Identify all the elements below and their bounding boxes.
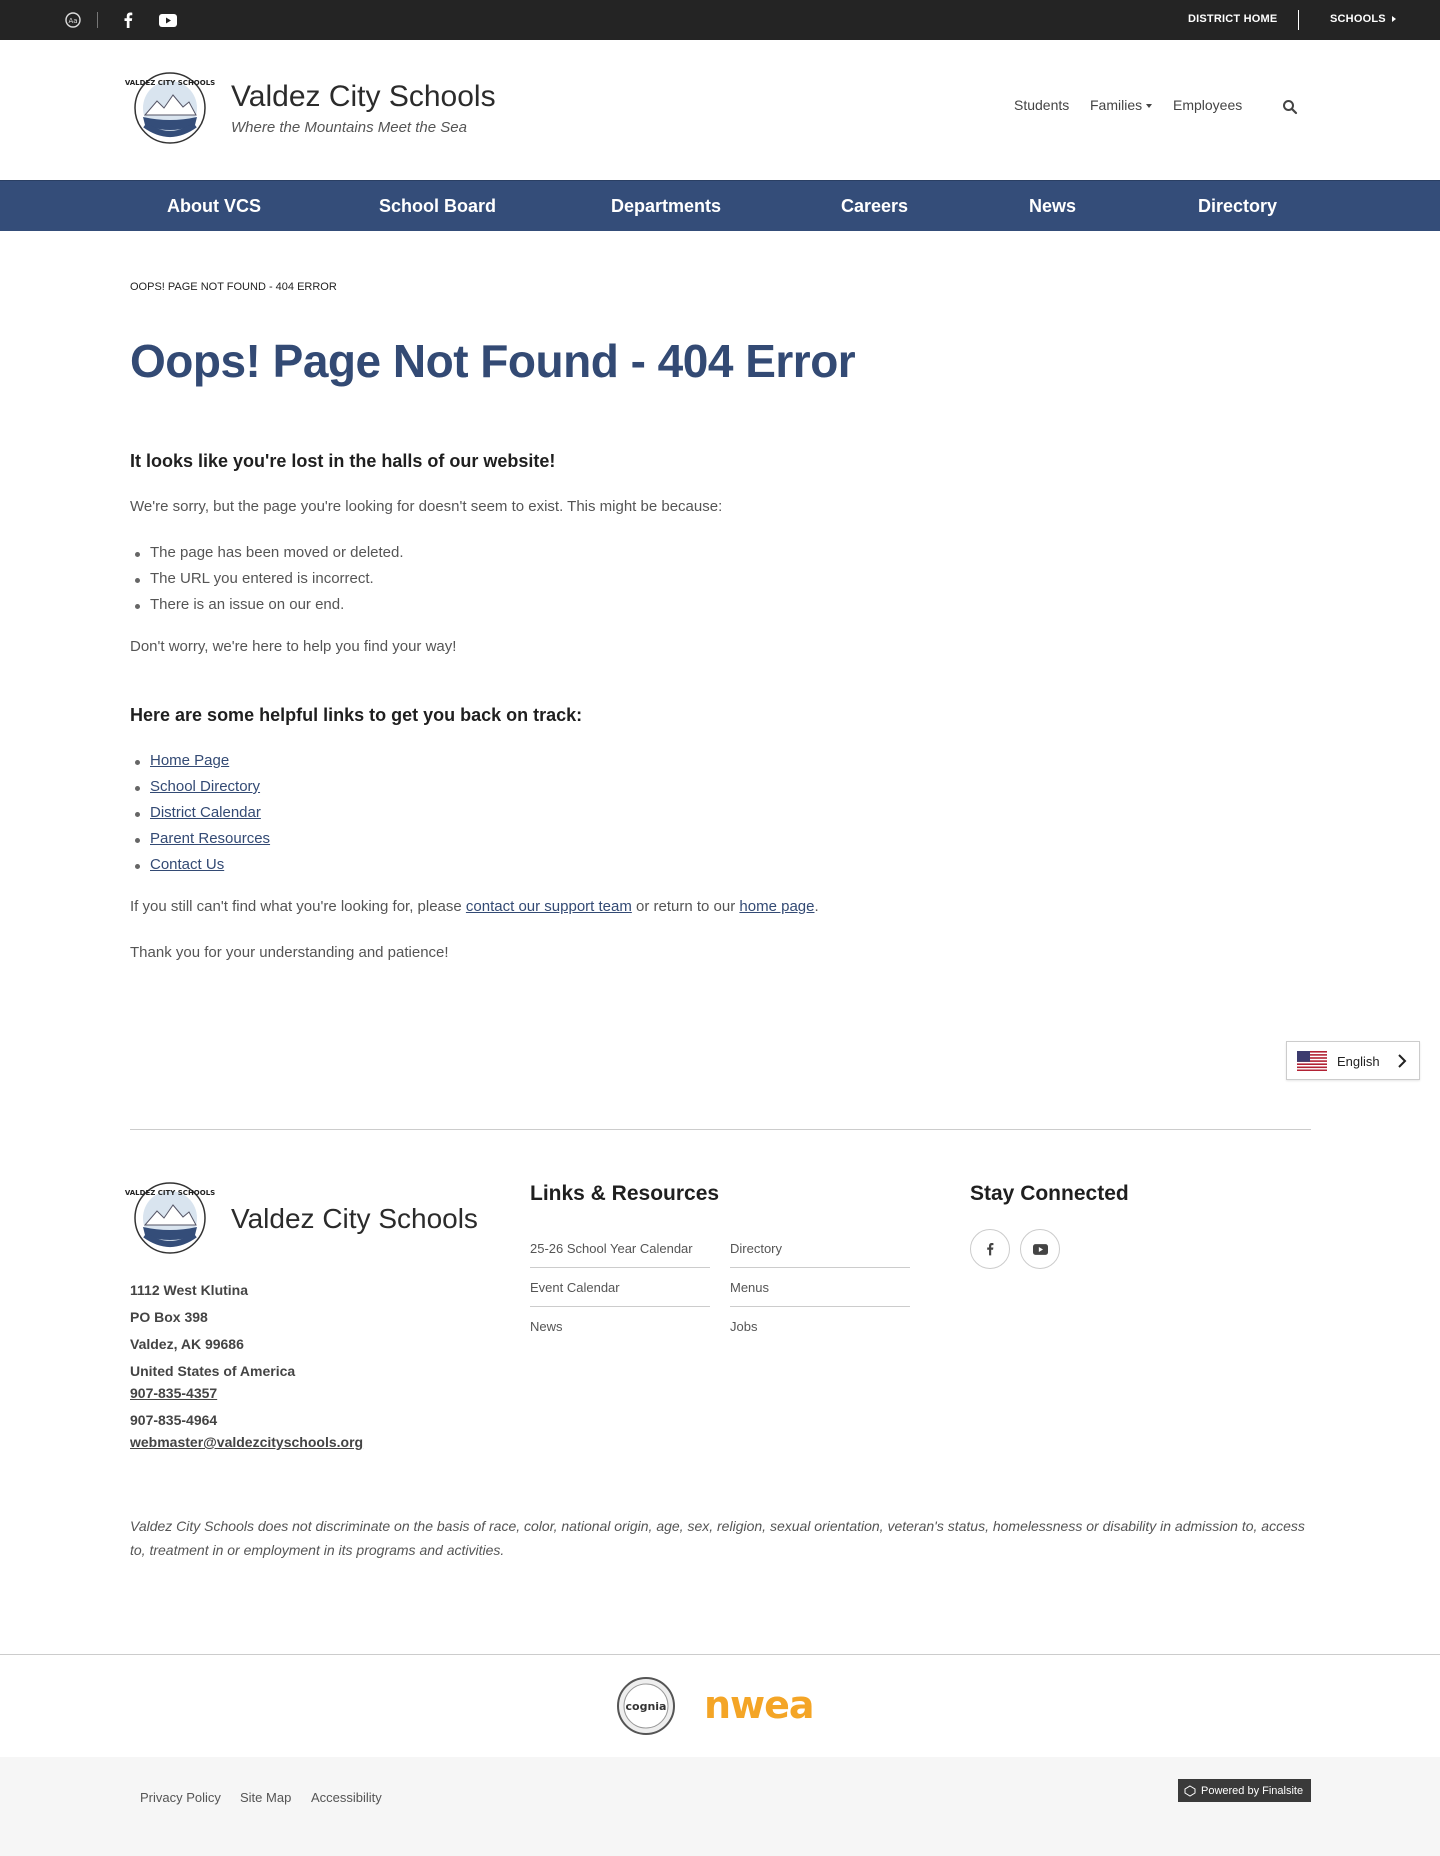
powered-by-badge[interactable] [1178,1779,1311,1802]
reasons-list [130,543,404,621]
divider [530,1267,710,1268]
main-nav-departments[interactable]: Departments [611,196,722,216]
nav-families[interactable] [1090,97,1152,113]
language-selector[interactable] [1286,1041,1420,1080]
address-line: Valdez, AK 99686 [130,1336,244,1352]
us-flag-icon [1297,1051,1327,1071]
svg-text:Aa: Aa [68,17,78,25]
nav-employees[interactable]: Employees [1173,97,1243,113]
address-line: 1112 West Klutina [130,1282,249,1298]
parent-resources-link[interactable]: Parent Resources [150,830,271,847]
school-directory-link[interactable]: School Directory [150,778,261,795]
home-page-link[interactable]: Home Page [150,752,230,769]
accessibility-link[interactable]: Accessibility [311,1790,382,1805]
list-item: The page has been moved or deleted. [130,543,404,569]
fax-number: 907-835-4964 [130,1412,218,1428]
main-nav [0,180,1440,231]
footer-link-directory[interactable]: Directory [730,1241,783,1256]
divider [0,1654,1440,1655]
language-label: English [1337,1054,1380,1069]
district-calendar-link[interactable]: District Calendar [150,804,261,821]
footer-facebook-button[interactable] [970,1229,1010,1269]
intro-text: We're sorry, but the page you're looking for doesn't seem to exist. This might be because: [130,498,723,515]
footer-logo[interactable] [124,1181,216,1255]
schools-dropdown[interactable] [1330,13,1396,25]
list-item [130,777,270,803]
divider [530,1306,710,1307]
footer-link-event-calendar[interactable]: Event Calendar [530,1280,620,1295]
address-line: PO Box 398 [130,1309,208,1325]
phone-link[interactable]: 907-835-4357 [130,1385,218,1401]
youtube-icon[interactable] [158,10,178,30]
email-link[interactable]: webmaster@valdezcityschools.org [130,1434,364,1450]
footer-link-calendar[interactable]: 25-26 School Year Calendar [530,1241,693,1256]
helpful-links-list [130,751,270,881]
list-item: The URL you entered is incorrect. [130,569,404,595]
footer-link-news[interactable]: News [530,1319,563,1334]
footer-youtube-button[interactable] [1020,1229,1060,1269]
footer-link-menus[interactable]: Menus [730,1280,770,1295]
utility-bar [0,0,1440,40]
thanks-text: Thank you for your understanding and patience! [130,944,449,961]
main-nav-school-board[interactable]: School Board [379,196,497,216]
youtube-icon [1033,1244,1048,1255]
list-item [130,855,270,881]
site-title[interactable]: Valdez City Schools [231,80,496,113]
helpful-links-heading: Here are some helpful links to get you back on track: [130,705,583,725]
logo-text: VALDEZ CITY SCHOOLS [124,79,216,87]
breadcrumb: OOPS! PAGE NOT FOUND - 404 ERROR [130,281,337,293]
footer-title: Valdez City Schools [231,1203,478,1234]
still-text-post: . [814,898,819,915]
facebook-icon [986,1242,994,1256]
caret-down-icon [1146,104,1152,108]
main-nav-news[interactable]: News [1029,196,1077,216]
chevron-right-icon [1397,1054,1407,1068]
search-icon[interactable] [1282,99,1298,115]
list-item [130,829,270,855]
nwea-logo[interactable]: nwea [704,1683,814,1727]
still-text-mid: or return to our [631,898,740,915]
divider [730,1306,910,1307]
translate-icon[interactable] [63,10,83,30]
contact-us-link[interactable]: Contact Us [150,856,225,873]
site-tagline: Where the Mountains Meet the Sea [231,119,467,136]
divider [97,12,98,28]
caret-right-icon [1392,16,1396,22]
list-item: There is an issue on our end. [130,595,404,621]
logo-text: VALDEZ CITY SCHOOLS [124,1189,216,1197]
reassure-text: Don't worry, we're here to help you find your way! [130,638,457,655]
nav-students[interactable]: Students [1014,97,1070,113]
list-item [130,751,270,777]
schools-label: SCHOOLS [1330,13,1386,25]
cognia-logo[interactable] [616,1676,676,1736]
main-nav-directory[interactable]: Directory [1198,196,1278,216]
links-heading: Links & Resources [530,1182,720,1205]
main-nav-careers[interactable]: Careers [841,196,909,216]
support-team-link[interactable]: contact our support team [465,898,632,915]
facebook-icon[interactable] [118,10,138,30]
lost-heading: It looks like you're lost in the halls of our website! [130,451,556,471]
page-title: Oops! Page Not Found - 404 Error [130,335,856,387]
main-nav-about[interactable]: About VCS [167,196,261,216]
nav-families-label: Families [1090,97,1143,113]
still-text [130,898,819,915]
finalsite-icon [1184,1785,1196,1797]
stay-connected-heading: Stay Connected [970,1182,1129,1205]
footer-link-jobs[interactable]: Jobs [730,1319,758,1334]
still-text-pre: If you still can't find what you're looking for, please [130,898,466,915]
svg-text:cognia: cognia [625,1700,667,1713]
district-logo[interactable] [124,71,216,145]
footer-divider [130,1129,1311,1130]
nondiscrimination-statement: Valdez City Schools does not discriminate on the basis of race, color, national origin, age, sex, religion, sexual orientation, veteran's status, homelessness or disability in admission to, access to, treatment in or employment in its programs and activities. [130,1518,1305,1558]
site-map-link[interactable]: Site Map [240,1790,292,1805]
divider [1298,10,1299,30]
privacy-policy-link[interactable]: Privacy Policy [140,1790,221,1805]
powered-by-label: Powered by Finalsite [1201,1784,1304,1797]
divider [730,1267,910,1268]
list-item [130,803,270,829]
home-page-inline-link[interactable]: home page [739,898,815,915]
address-line: United States of America [130,1363,296,1379]
district-home-link[interactable]: DISTRICT HOME [1188,13,1278,25]
bottom-bar [0,1757,1440,1856]
